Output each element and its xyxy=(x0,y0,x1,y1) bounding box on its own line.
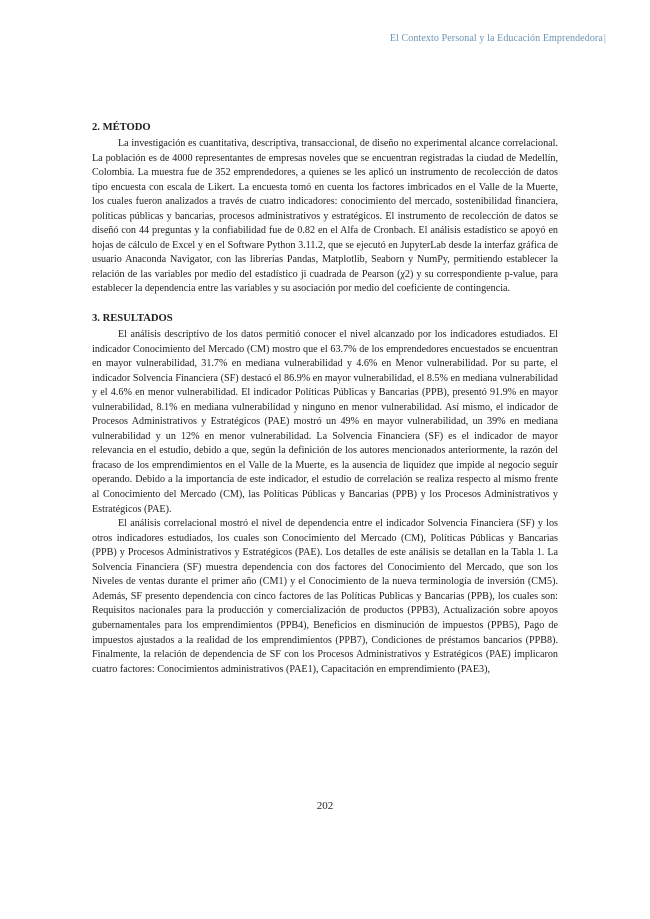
paragraph-metodo: La investigación es cuantitativa, descriptiva, transaccional, de diseño no experimental alcance correlacional. La población es de 4000 representantes de empresas noveles que se encuentran registradas la ciudad de Medellín, Colombia. La muestra fue de 352 emprendedores, a quienes se les aplicó un instrumento de recolección de datos tipo encuesta con escala de Likert. La encuesta tomó en cuenta los factores imbricados en el Valle de la Muerte, los cuales fueron analizados a través de cuatro indicadores: conocimiento del mercado, sostenibilidad financiera, políticas públicas y bancarias, procesos administrativos y estratégicos. El instrumento de recolección de datos se diseñó con 44 preguntas y la confiabilidad fue de 0.82 en el Alfa de Cronbach. El análisis estadístico se apoyó en hojas de cálculo de Excel y en el Software Python 3.11.2, que se ejecutó en JupyterLab desde la interfaz gráfica de usuario Anaconda Navigator, con las librerías Pandas, Matplotlib, Seaborn y NumPy, permitiendo establecer la relación de las variables por medio del estadístico ji cuadrada de Pearson (χ2) y su correspondiente p-value, para establecer la dependencia entre las variables y su asociación por medio del coeficiente de contingencia. xyxy=(92,138,558,295)
section-heading-resultados: 3. RESULTADOS xyxy=(92,313,173,325)
body-content xyxy=(92,118,558,677)
page-number: 202 xyxy=(316,800,334,812)
running-header xyxy=(390,33,606,44)
section-spacer xyxy=(92,297,558,309)
running-header-separator: | xyxy=(603,33,606,44)
running-header-title: El Contexto Personal y la Educación Emprendedora xyxy=(389,33,603,44)
paragraph-resultados-descriptivo: El análisis descriptivo de los datos permitió conocer el nivel alcanzado por los indicadores estudiados. El indicador Conocimiento del Mercado (CM) mostro que el 63.7% de los emprendedores encuestados se encuentran en mayor vulnerabilidad, 31.7% en mediana vulnerabilidad y 4.6% en Menor vulnerabilidad. Por su parte, el indicador Solvencia Financiera (SF) destacó el 86.9% en mayor vulnerabilidad, el 8.5% en mediana vulnerabilidad y el 4.6% en menor vulnerabilidad. El indicador Políticas Públicas y Bancarias (PPB), presentó 91.9% en mayor vulnerabilidad, 8.1% en mediana vulnerabilidad y ninguno en menor vulnerabilidad. Así mismo, el indicador de Procesos Administrativos y Estratégicos (PAE) mostró un 49% en mayor vulnerabilidad, un 39% en mediana vulnerabilidad y un 12% en menor vulnerabilidad. La Solvencia Financiera (SF) es el indicador de mayor relevancia en el estudio, debido a que, según la definición de los autores mencionados anteriormente, la razón del fracaso de los emprendimientos en el Valle de la Muerte, es la ausencia de liquidez que impide al negocio seguir operando. Debido a la importancia de este indicador, el estudio de correlación se realiza respecto al mismo frente al Conocimiento del Mercado (CM), las Políticas Públicas y Bancarias (PPB) y los Procesos Administrativos y Estratégicos (PAE). xyxy=(92,329,558,515)
section-heading-metodo: 2. MÉTODO xyxy=(92,122,151,133)
paragraph-resultados-correlacional: El análisis correlacional mostró el nivel de dependencia entre el indicador Solvencia Financiera (SF) y los otros indicadores estudiados, los cuales son Conocimiento del Mercado (CM), Políticas Públicas y Bancarias (PPB) y Procesos Administrativos y Estratégicos (PAE). Los detalles de este análisis se detallan en la Tabla 1. La Solvencia Financiera (SF) muestra dependencia con dos factores del Conocimiento del Mercado, que son los Niveles de ventas durante el primer año (CM1) y el Conocimiento de la nueva terminología de inversión (CM5). Además, SF presento dependencia con cinco factores de las Políticas Publicas y Bancarias (PPB), los cuales son: Requisitos nacionales para la producción y comercialización de productos (PPB3), Actualización sobre apoyos gubernamentales para los emprendimientos (PPB4), Beneficios en disminución de impuestos (PPB5), Pago de impuestos ajustados a la realidad de los emprendimientos (PPB7), Condiciones de préstamos bancarios (PPB8). Finalmente, la relación de dependencia de SF con los Procesos Administrativos y Estratégicos (PAE) implicaron cuatro factores: Conocimientos administrativos (PAE1), Capacitación en emprendimiento (PAE3), xyxy=(92,518,558,675)
